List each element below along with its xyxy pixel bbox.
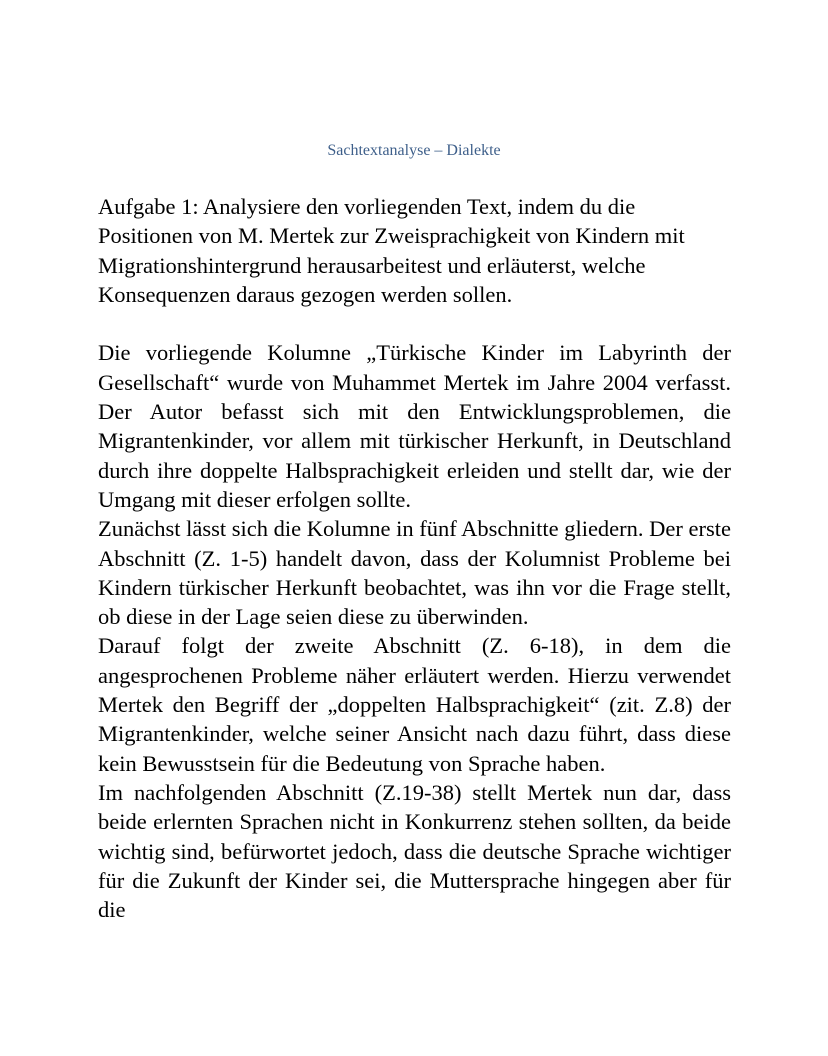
paragraph-section-one: Zunächst lässt sich die Kolumne in fünf Abschnitte gliedern. Der erste Abschnitt (Z. 1-5) handelt davon, dass der Kolumnist Probleme bei Kindern türkischer Herkunft beobachtet, was ihn vor die Frage stellt, ob diese in der Lage seien diese zu überwinden.	[98, 516, 731, 630]
paragraph-spacer	[98, 309, 731, 338]
paragraph-section-two: Darauf folgt der zweite Abschnitt (Z. 6-18), in dem die angesprochenen Probleme näher erläutert werden. Hierzu verwendet Mertek den Begriff der „doppelten Halbsprachigkeit“ (zit. Z.8) der Migrantenkinder, welche seiner Ansicht nach dazu führt, dass diese kein Bewusstsein für die Bedeutung von Sprache haben.	[98, 633, 731, 776]
paragraph-introduction: Die vorliegende Kolumne „Türkische Kinder im Labyrinth der Gesellschaft“ wurde von Muhammet Mertek im Jahre 2004 verfasst. Der Autor befasst sich mit den Entwicklungsproblemen, die Migrantenkinder, vor allem mit türkischer Herkunft, in Deutschland durch ihre doppelte Halbsprachigkeit erleiden und stellt dar, wie der Umgang mit dieser erfolgen sollte.	[98, 340, 731, 512]
task-statement: Aufgabe 1: Analysiere den vorliegenden Text, indem du die Positionen von M. Mertek zur Zweisprachigkeit von Kindern mit Migrationshintergrund herausarbeitest und erläuterst, welche Konsequenzen daraus gezogen werden sollen.	[98, 194, 685, 307]
document-body	[98, 192, 731, 924]
page-header: Sachtextanalyse – Dialekte	[327, 142, 501, 159]
paragraph-section-three: Im nachfolgenden Abschnitt (Z.19-38) stellt Mertek nun dar, dass beide erlernten Sprachen nicht in Konkurrenz stehen sollten, da beide wichtig sind, befürwortet jedoch, dass die deutsche Sprache wichtiger für die Zukunft der Kinder sei, die Muttersprache hingegen aber für die	[98, 779, 731, 923]
